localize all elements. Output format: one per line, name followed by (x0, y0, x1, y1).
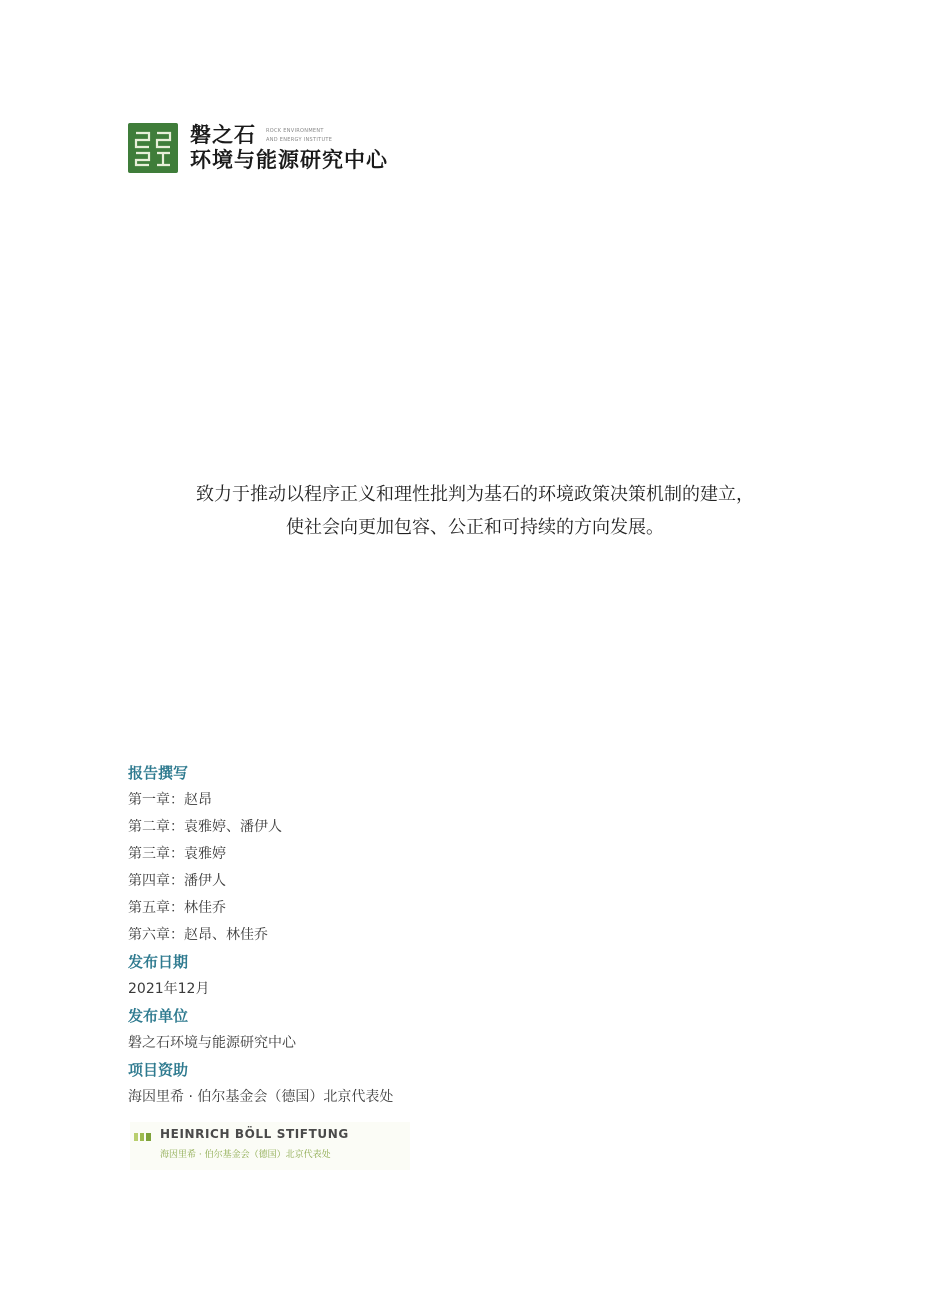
report-credits (128, 760, 728, 1111)
release-date-heading: 发布日期 (128, 953, 189, 971)
authors-heading: 报告撰写 (128, 764, 189, 782)
funding-heading: 项目资助 (128, 1061, 189, 1079)
release-date: 2021年12月 (128, 981, 210, 997)
mission-line-1: 致力于推动以程序正义和理性批判为基石的环境政策决策机制的建立， (196, 484, 754, 505)
publisher-name: 磐之石环境与能源研究中心 (128, 1035, 296, 1051)
funder-name: 海因里希 · 伯尔基金会（德国）北京代表处 (128, 1089, 394, 1105)
institute-english-line2: AND ENERGY INSTITUTE (266, 136, 333, 143)
author-line: 第三章：袁雅婷 (128, 846, 226, 862)
mission-line-2: 使社会向更加包容、公正和可持续的方向发展。 (286, 517, 664, 538)
institute-logo-mark (128, 123, 178, 173)
funder-logo-mark (134, 1133, 152, 1141)
institute-subtitle: 环境与能源研究中心 (190, 148, 388, 172)
publisher-heading: 发布单位 (128, 1007, 189, 1025)
institute-english-name (266, 128, 332, 143)
mission-statement (0, 478, 950, 544)
institute-name: 磐之石 (190, 123, 256, 147)
author-line: 第六章：赵昂、林佳乔 (128, 927, 268, 943)
funder-logo-chinese: 海因里希 · 伯尔基金会（德国）北京代表处 (160, 1150, 331, 1160)
funder-logo-name: HEINRICH BÖLL STIFTUNG (160, 1127, 349, 1141)
author-line: 第一章：赵昂 (128, 792, 212, 808)
funder-logo (130, 1122, 410, 1170)
institute-logo (128, 122, 388, 174)
author-line: 第二章：袁雅婷、潘伊人 (128, 819, 282, 835)
institute-english-line1: ROCK ENVIRONMENT (266, 127, 324, 134)
author-line: 第四章：潘伊人 (128, 873, 226, 889)
author-line: 第五章：林佳乔 (128, 900, 226, 916)
